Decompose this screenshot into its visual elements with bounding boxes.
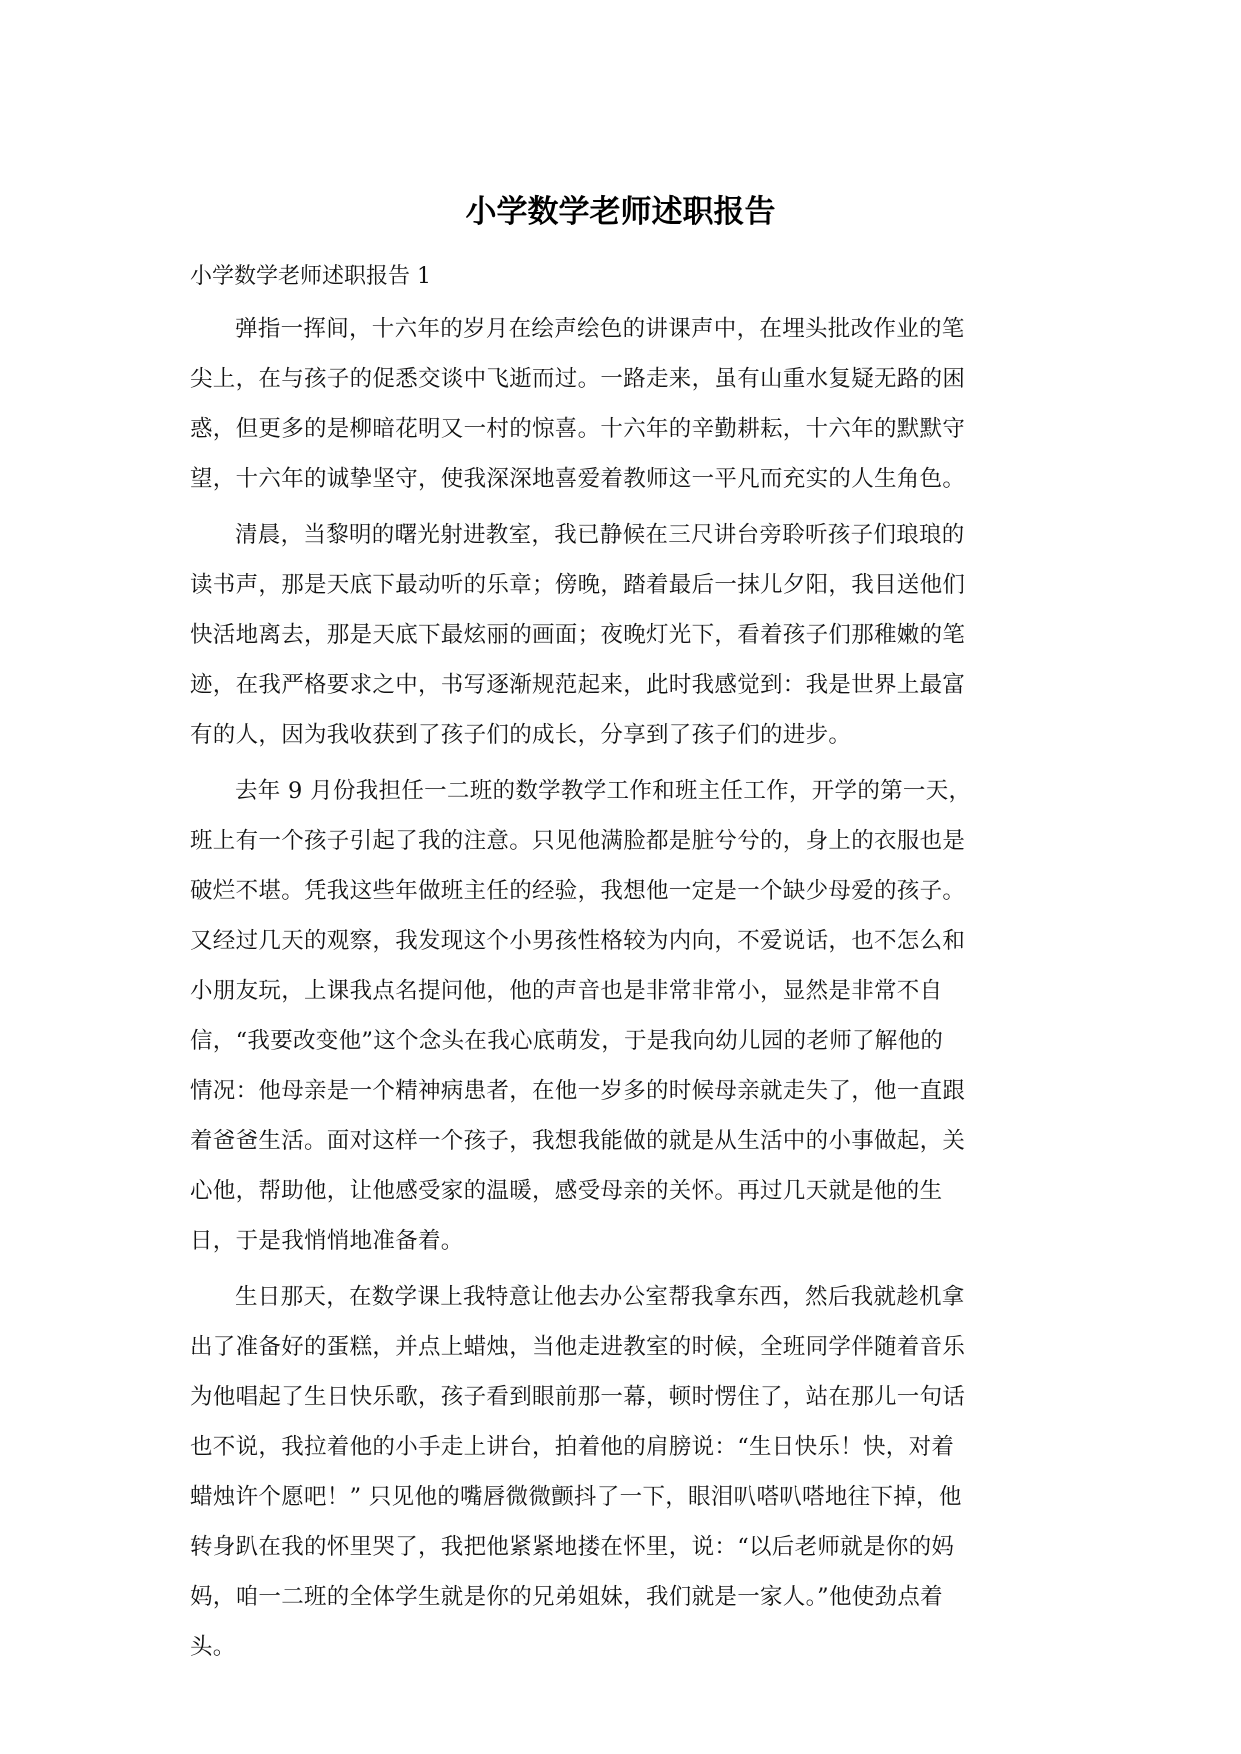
paragraph-line: 快活地离去，那是天底下最炫丽的画面；夜晚灯光下，看着孩子们那稚嫩的笔	[190, 622, 966, 648]
paragraph-line: 为他唱起了生日快乐歌，孩子看到眼前那一幕，顿时愣住了，站在那儿一句话	[190, 1384, 966, 1410]
paragraph-line: 清晨，当黎明的曙光射进教室，我已静候在三尺讲台旁聆听孩子们琅琅的	[235, 522, 965, 548]
paragraph-line: 迹，在我严格要求之中，书写逐渐规范起来，此时我感觉到：我是世界上最富	[190, 672, 966, 698]
paragraph-line: 转身趴在我的怀里哭了，我把他紧紧地搂在怀里，说：“以后老师就是你的妈	[190, 1534, 955, 1560]
document-body	[190, 250, 1050, 1678]
paragraph-1	[190, 304, 1050, 504]
paragraph-line: 惑，但更多的是柳暗花明又一村的惊喜。十六年的辛勤耕耘，十六年的默默守	[190, 416, 966, 442]
paragraph-2	[190, 510, 1050, 760]
paragraph-line: 头。	[190, 1634, 236, 1660]
paragraph-line: 班上有一个孩子引起了我的注意。只见他满脸都是脏兮兮的，身上的衣服也是	[190, 828, 966, 854]
paragraph-line: 信，“我要改变他”这个念头在我心底萌发，于是我向幼儿园的老师了解他的	[190, 1028, 944, 1054]
paragraph-line: 弹指一挥间，十六年的岁月在绘声绘色的讲课声中，在埋头批改作业的笔	[235, 316, 965, 342]
paragraph-line: 望，十六年的诚挚坚守，使我深深地喜爱着教师这一平凡而充实的人生角色。	[190, 466, 966, 492]
section-subheading: 小学数学老师述职报告 1	[190, 264, 431, 289]
paragraph-line: 日，于是我悄悄地准备着。	[190, 1228, 464, 1254]
paragraph-line: 情况：他母亲是一个精神病患者，在他一岁多的时候母亲就走失了，他一直跟	[190, 1078, 966, 1104]
document-title: 小学数学老师述职报告	[465, 194, 776, 230]
paragraph-line: 生日那天，在数学课上我特意让他去办公室帮我拿东西，然后我就趁机拿	[235, 1284, 965, 1310]
paragraph-line: 去年 9 月份我担任一二班的数学教学工作和班主任工作，开学的第一天，	[235, 778, 972, 804]
paragraph-3	[190, 766, 1050, 1266]
paragraph-line: 小朋友玩，上课我点名提问他，他的声音也是非常非常小，显然是非常不自	[190, 978, 943, 1004]
paragraph-line: 读书声，那是天底下最动听的乐章；傍晚，踏着最后一抹儿夕阳，我目送他们	[190, 572, 966, 598]
paragraph-line: 也不说，我拉着他的小手走上讲台，拍着他的肩膀说：“生日快乐！快，对着	[190, 1434, 955, 1460]
paragraph-line: 尖上，在与孩子的促悉交谈中飞逝而过。一路走来，虽有山重水复疑无路的困	[190, 366, 966, 392]
paragraph-line: 心他，帮助他，让他感受家的温暖，感受母亲的关怀。再过几天就是他的生	[190, 1178, 943, 1204]
paragraph-line: 妈，咱一二班的全体学生就是你的兄弟姐妹，我们就是一家人。”他使劲点着	[190, 1584, 943, 1610]
paragraph-line: 又经过几天的观察，我发现这个小男孩性格较为内向，不爱说话，也不怎么和	[190, 928, 966, 954]
paragraph-line: 蜡烛许个愿吧！” 只见他的嘴唇微微颤抖了一下，眼泪叭嗒叭嗒地往下掉，他	[190, 1484, 962, 1510]
paragraph-line: 着爸爸生活。面对这样一个孩子，我想我能做的就是从生活中的小事做起，关	[190, 1128, 966, 1154]
paragraph-line: 出了准备好的蛋糕，并点上蜡烛，当他走进教室的时候，全班同学伴随着音乐	[190, 1334, 966, 1360]
paragraph-line: 破烂不堪。凭我这些年做班主任的经验，我想他一定是一个缺少母爱的孩子。	[190, 878, 966, 904]
paragraph-line: 有的人，因为我收获到了孩子们的成长，分享到了孩子们的进步。	[190, 722, 852, 748]
paragraph-4	[190, 1272, 1050, 1672]
